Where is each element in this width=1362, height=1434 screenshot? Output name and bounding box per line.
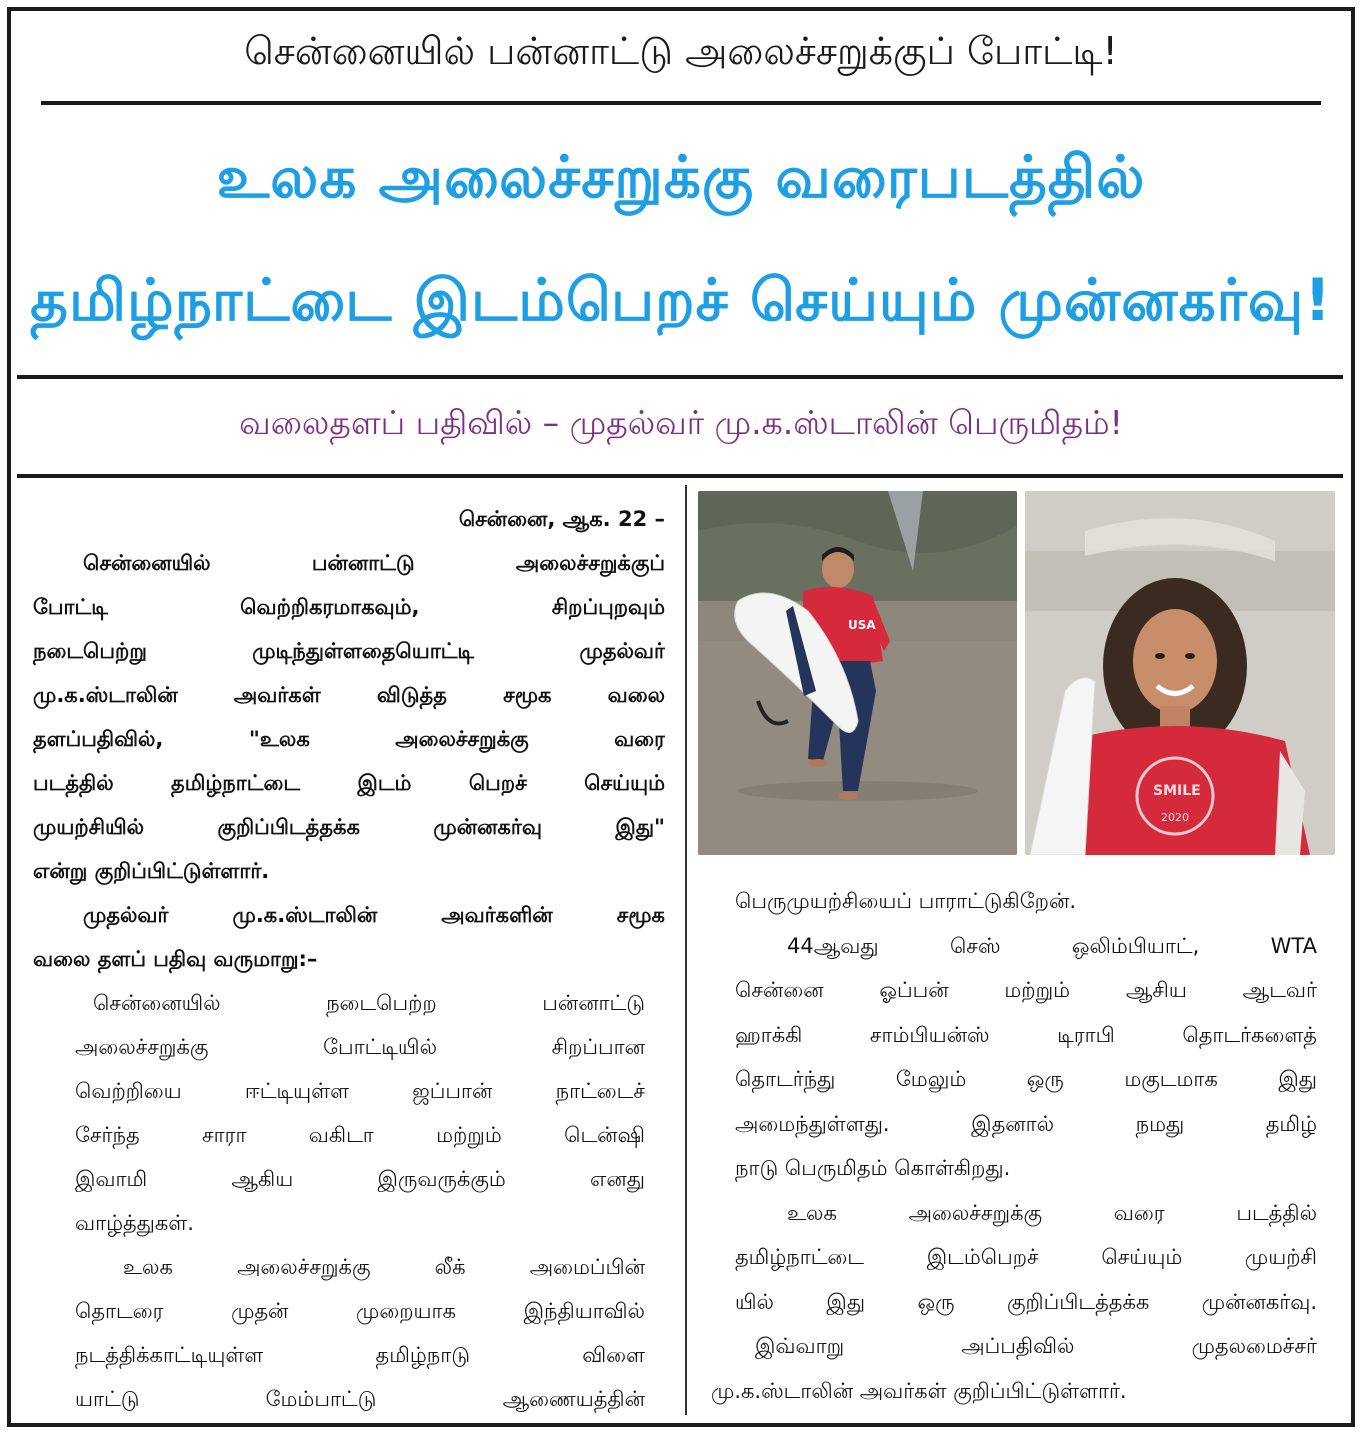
divider-bottom (17, 474, 1343, 478)
body-line: உலக அலைச்சறுக்கு லீக் அமைப்பின் (123, 1255, 645, 1279)
body-line: சென்னையில் நடைபெற்ற பன்னாட்டு (93, 991, 645, 1015)
headline-line-2: தமிழ்நாட்டை இடம்பெறச் செய்யும் முன்னகர்வு! (30, 266, 1332, 334)
body-line: பெருமுயற்சியைப் பாராட்டுகிறேன். (735, 889, 1077, 913)
body-line: நடத்திக்காட்டியுள்ள தமிழ்நாடு விளை (75, 1343, 645, 1367)
kicker-title: சென்னையில் பன்னாட்டு அலைச்சறுக்குப் போட்டி! (244, 29, 1118, 73)
shirt-logo-text: USA (848, 618, 876, 632)
body-line: மு.க.ஸ்டாலின் அவர்கள் குறிப்பிட்டுள்ளார். (711, 1378, 1127, 1403)
shirt-graphic-year: 2020 (1161, 811, 1189, 824)
male-surfer-illustration (698, 491, 1017, 855)
shirt-graphic-text: SMILE (1153, 783, 1201, 799)
divider-top (17, 375, 1343, 379)
body-line: வாழ்த்துகள். (75, 1211, 194, 1235)
body-line: தொடர்ந்து மேலும் ஒரு மகுடமாக இது (735, 1067, 1317, 1091)
body-line: இவாமி ஆகிய இருவருக்கும் எனது (75, 1167, 645, 1191)
photo-male-surfer (698, 491, 1017, 855)
body-line: வெற்றியை ஈட்டியுள்ள ஜப்பான் நாட்டைச் (75, 1079, 645, 1103)
body-line: நடைபெற்று முடிந்துள்ளதையொட்டி முதல்வர் (33, 639, 665, 663)
body-line: முதல்வர் மு.க.ஸ்டாலின் அவர்களின் சமூக (83, 903, 665, 927)
body-line: போட்டி வெற்றிகரமாகவும், சிறப்புறவும் (33, 595, 665, 619)
body-line: முயற்சியில் குறிப்பிடத்தக்க முன்னகர்வு இது" (33, 815, 665, 839)
body-line: யில் இது ஒரு குறிப்பிடத்தக்க முன்னகர்வு. (735, 1289, 1317, 1314)
body-line: சென்னையில் பன்னாட்டு அலைச்சறுக்குப் (83, 551, 665, 575)
body-line: ஹாக்கி சாம்பியன்ஸ் டிராபி தொடர்களைத் (735, 1022, 1317, 1047)
kicker-underline (41, 101, 1321, 105)
body-line: உலக அலைச்சறுக்கு வரை படத்தில் (787, 1200, 1317, 1225)
female-surfer-illustration (1025, 491, 1335, 855)
body-line: சென்னை ஓப்பன் மற்றும் ஆசிய ஆடவர் (735, 978, 1317, 1002)
body-line: நாடு பெருமிதம் கொள்கிறது. (735, 1156, 1011, 1180)
body-line: 44ஆவது செஸ் ஒலிம்பியாட், WTA (787, 933, 1317, 958)
body-line: தளப்பதிவில், "உலக அலைச்சறுக்கு வரை (33, 727, 665, 751)
body-line: யாட்டு மேம்பாட்டு ஆணையத்தின் (75, 1387, 645, 1411)
subheadline: வலைதளப் பதிவில் – முதல்வர் மு.க.ஸ்டாலின் பெருமிதம்! (239, 403, 1123, 442)
body-line: சேர்ந்த சாரா வகிடா மற்றும் டென்ஷி (75, 1123, 645, 1147)
left-column (33, 497, 665, 1421)
body-line: இவ்வாறு அப்பதிவில் முதலமைச்சர் (755, 1334, 1317, 1358)
body-line: வலை தளப் பதிவு வருமாறு:– (33, 947, 318, 971)
column-divider (685, 485, 687, 1415)
body-line: அலைச்சறுக்கு போட்டியில் சிறப்பான (75, 1035, 645, 1059)
body-line: மு.க.ஸ்டாலின் அவர்கள் விடுத்த சமூக வலை (33, 683, 665, 707)
newspaper-clipping (7, 7, 1355, 1427)
body-line: தமிழ்நாட்டை இடம்பெறச் செய்யும் முயற்சி (735, 1245, 1317, 1269)
body-line: அமைந்துள்ளது. இதனால் நமது தமிழ் (735, 1111, 1317, 1136)
body-line: என்று குறிப்பிட்டுள்ளார். (33, 859, 270, 883)
headline-line-1: உலக அலைச்சறுக்கு வரைபடத்தில் (216, 143, 1146, 211)
photo-female-surfer (1025, 491, 1335, 855)
body-line: படத்தில் தமிழ்நாட்டை இடம் பெறச் செய்யும் (33, 771, 665, 795)
dateline: சென்னை, ஆக. 22 – (458, 507, 665, 531)
right-column (711, 879, 1317, 1413)
body-line: தொடரை முதன் முறையாக இந்தியாவில் (75, 1299, 645, 1323)
